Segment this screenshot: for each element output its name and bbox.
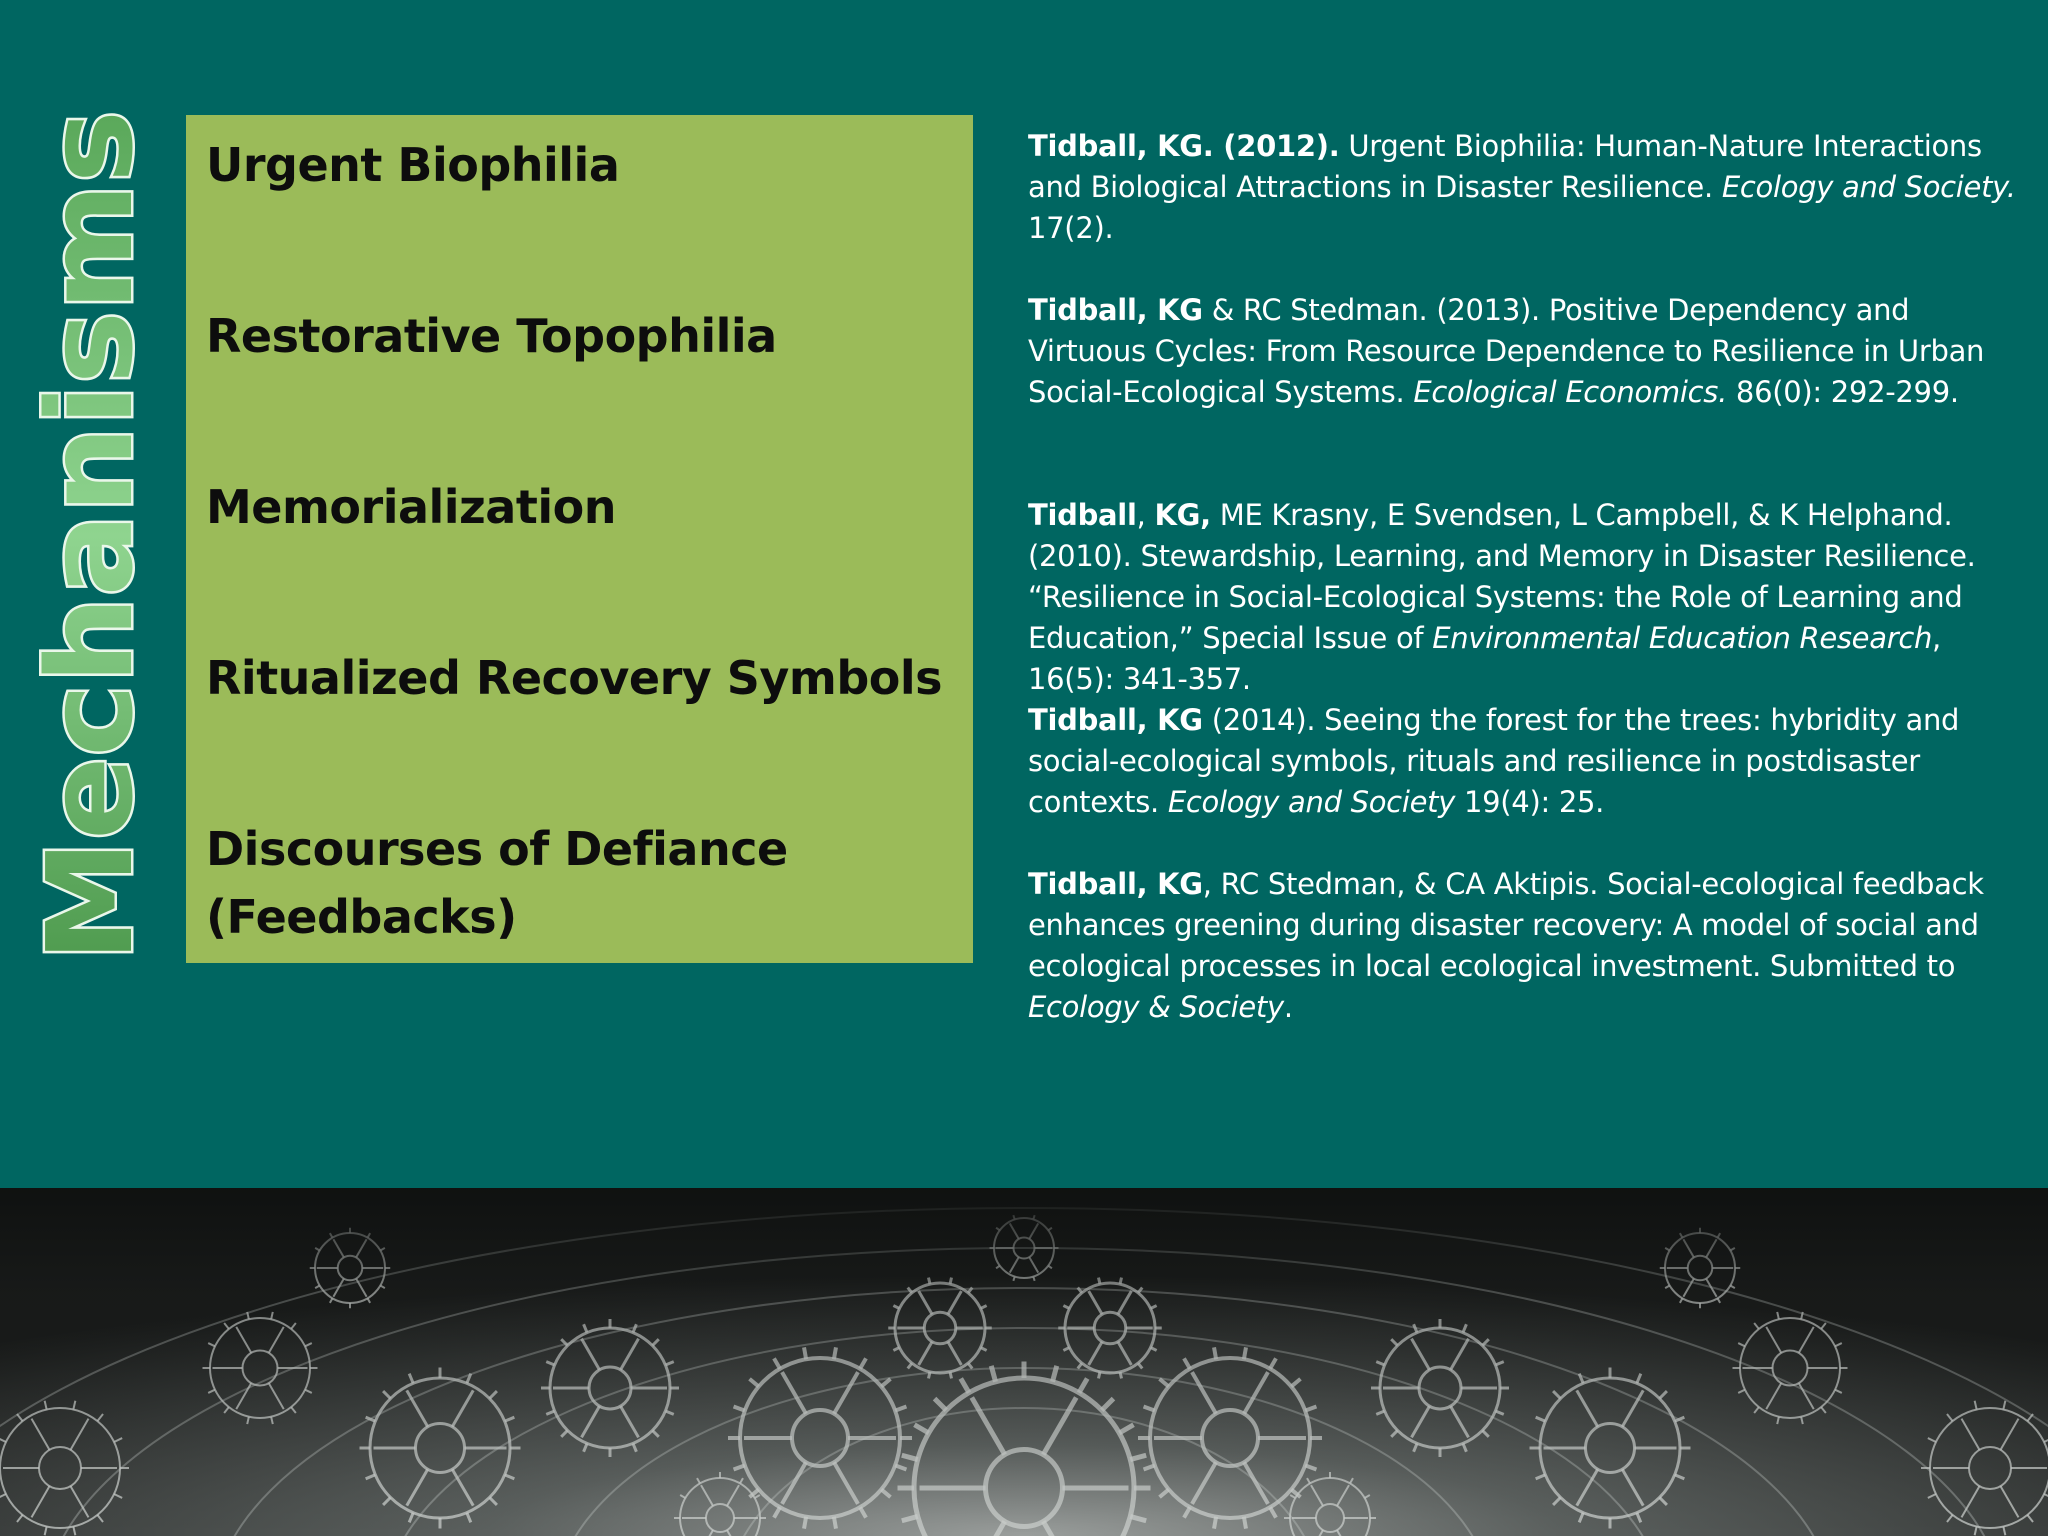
mechanism-item: Restorative Topophilia: [206, 309, 777, 363]
reference-text: & RC Stedman. (2013). Positive Dependency and Virtuous Cycles: From Resource Dependence to Resilience in Urban Social-Ecological Systems.: [1028, 293, 1985, 409]
reference-text: ME Krasny, E Svendsen, L Campbell, & K Helphand. (2010). Stewardship, Learning, and Memory in Disaster Resilience. “Resilience in Social-Ecological Systems: the Role of Learning and Education,” Special Issue of: [1028, 498, 1976, 655]
reference: [1028, 495, 2028, 700]
mechanism-item: Urgent Biophilia: [206, 138, 620, 192]
reference-author: Tidball, KG: [1028, 867, 1203, 901]
reference-volume: 19(4): 25.: [1455, 785, 1605, 819]
reference: [1028, 290, 2028, 413]
reference-volume: 17(2).: [1028, 211, 1114, 245]
reference-text: (2014). Seeing the forest for the trees: hybridity and social-ecological symbols, rituals and resilience in postdisaster contexts.: [1028, 703, 1960, 819]
reference-author: Tidball, KG. (2012).: [1028, 129, 1340, 163]
reference-text: Urgent Biophilia: Human-Nature Interactions and Biological Attractions in Disaster Resilience.: [1028, 129, 1982, 204]
reference-journal: Ecology and Society.: [1721, 170, 2016, 204]
side-title-text: Mechanisms: [21, 143, 159, 962]
mechanisms-box: [186, 115, 973, 963]
reference-author: Tidball: [1028, 498, 1137, 532]
reference-journal: Ecological Economics.: [1413, 375, 1727, 409]
reference-separator: ,: [1136, 498, 1155, 532]
mechanism-item: [206, 815, 946, 951]
reference-volume: .: [1283, 990, 1293, 1024]
reference-volume: 86(0): 292-299.: [1727, 375, 1959, 409]
mechanism-item-line2: (Feedbacks): [206, 890, 517, 944]
reference: [1028, 126, 2028, 249]
reference: [1028, 864, 2028, 1028]
side-title: [0, 100, 180, 980]
mechanism-item: Ritualized Recovery Symbols: [206, 651, 942, 705]
reference-author: Tidball, KG: [1028, 293, 1203, 327]
reference: [1028, 700, 2028, 823]
mechanism-item: Memorialization: [206, 480, 616, 534]
reference-author: Tidball, KG: [1028, 703, 1203, 737]
reference-journal: Environmental Education Research: [1432, 621, 1933, 655]
reference-journal: Ecology & Society: [1028, 990, 1284, 1024]
reference-volume: , 16(5): 341-357.: [1028, 621, 1941, 696]
mechanism-item-line1: Discourses of Defiance: [206, 822, 788, 876]
gears-background-image: [0, 1188, 2048, 1536]
reference-author-initials: KG,: [1154, 498, 1211, 532]
reference-journal: Ecology and Society: [1167, 785, 1456, 819]
reference-text: , RC Stedman, & CA Aktipis. Social-ecological feedback enhances greening during disaster recovery: A model of social and ecological processes in local ecological investment. Submitted to: [1028, 867, 1984, 983]
